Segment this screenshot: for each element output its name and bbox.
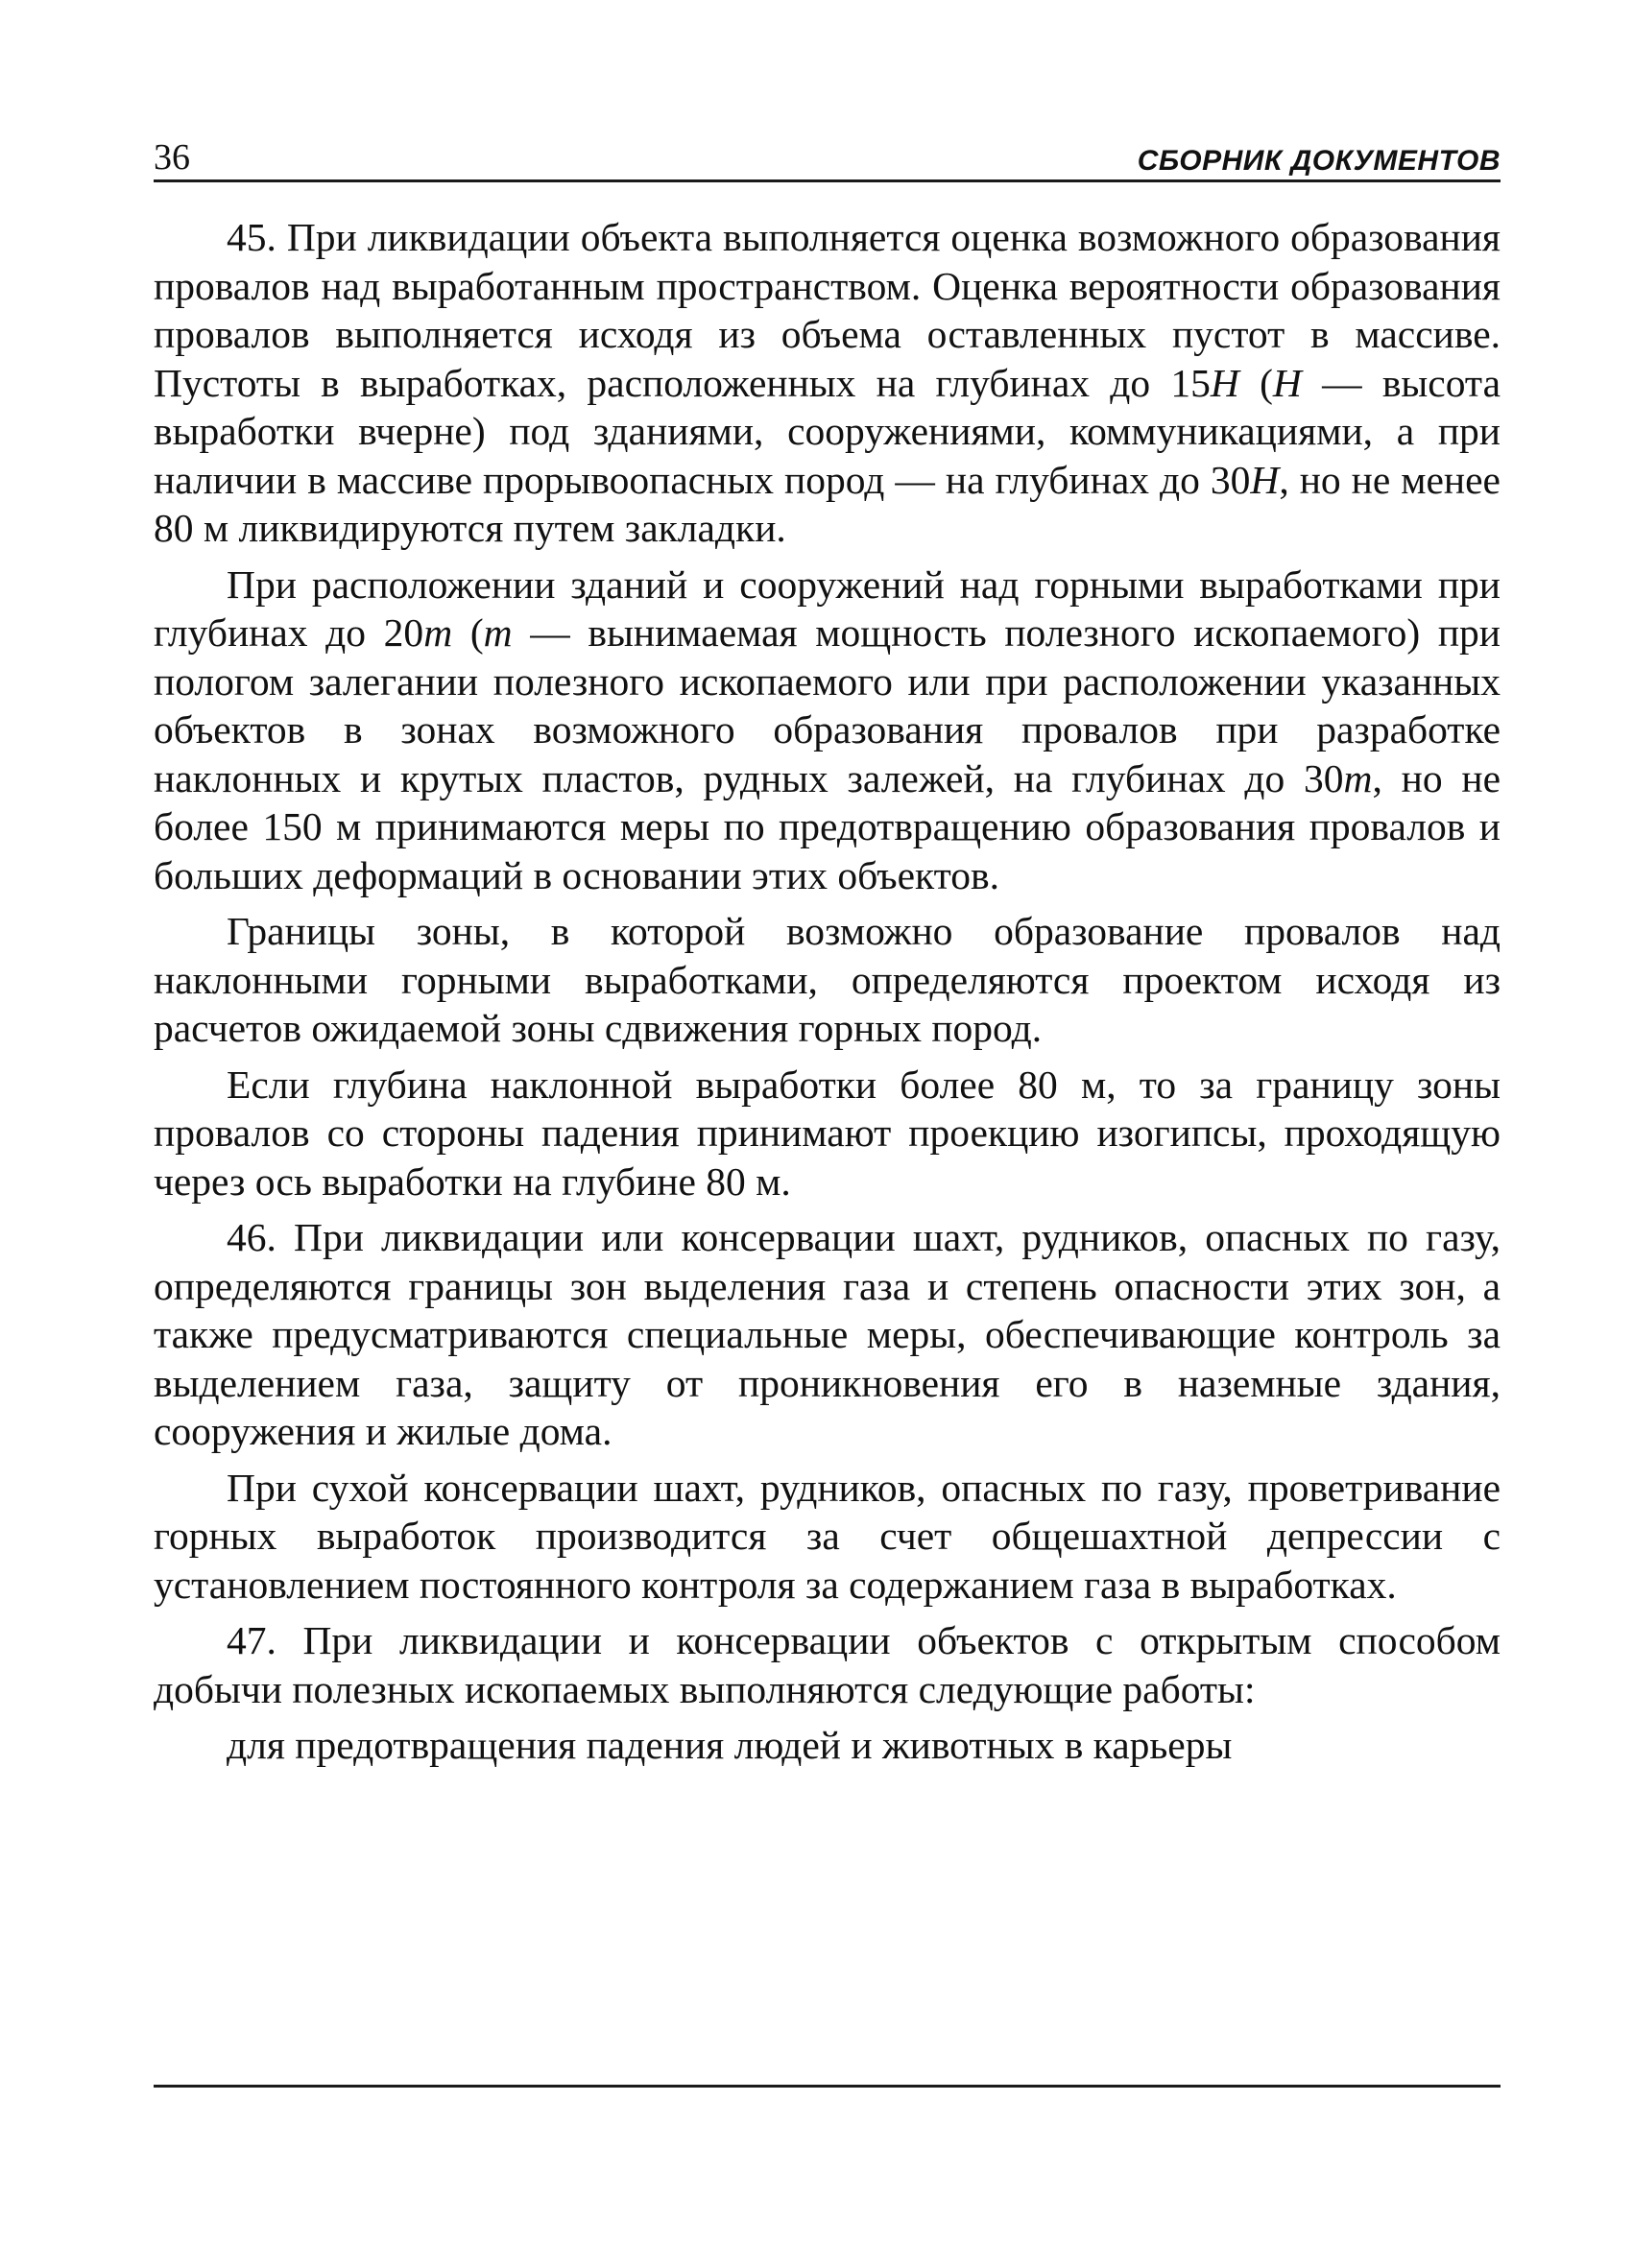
footer-rule	[154, 2085, 1501, 2088]
page-header	[154, 130, 1501, 182]
paragraph-prevention: для предотвращения падения людей и животных в карьеры	[227, 1723, 1233, 1767]
running-title: СБОРНИК ДОКУМЕНТОВ	[1137, 145, 1501, 177]
paragraph-47: 47. При ликвидации и консервации объектов с открытым способом добычи полезных ископаемых выполняются следующие работы:	[154, 1618, 1501, 1711]
paragraph-buildings: При расположении зданий и сооружений над горными выработками при глубинах до 20m (m — вынимаемая мощность полезного ископаемого) при пологом залегании полезного ископаемого или при расположении указанных объектов в зонах возможного образования провалов при разработке наклонных и крутых пластов, рудных залежей, на глубинах до 30m, но не более 150 м принимаются меры по предотвращению образования провалов и больших деформаций в основании этих объектов.	[154, 561, 1501, 897]
paragraph-incline-depth: Если глубина наклонной выработки более 80 м, то за границу зоны провалов со стороны падения принимают проекцию изогипсы, проходящую через ось выработки на глубине 80 м.	[154, 1062, 1501, 1204]
paragraph-zone-bounds: Границы зоны, в которой возможно образование провалов над наклонными горными выработками, определяются проектом исходя из расчетов ожидаемой зоны сдвижения горных пород.	[154, 909, 1501, 1050]
paragraph-45: 45. При ликвидации объекта выполняется оценка возможного образования провалов над выработанным пространством. Оценка вероятности образования провалов выполняется исходя из объема оставленных пустот в массиве. Пустоты в выработках, расположенных на глубинах до 15H (H — высота выработки вчерне) под зданиями, сооружениями, коммуникациями, а при наличии в массиве прорывоопасных пород — на глубинах до 30H, но не менее 80 м ликвидируются путем закладки.	[154, 215, 1501, 550]
body-text	[154, 213, 1501, 1770]
paragraph-dry-conservation: При сухой консервации шахт, рудников, опасных по газу, проветривание горных выработок производится за счет общешахтной депрессии с установлением постоянного контроля за содержанием газа в выработках.	[154, 1465, 1501, 1607]
page-number: 36	[154, 137, 190, 178]
paragraph-46: 46. При ликвидации или консервации шахт, рудников, опасных по газу, определяются границы зон выделения газа и степень опасности этих зон, а также предусматриваются специальные меры, обеспечивающие контроль за выделением газа, защиту от проникновения его в наземные здания, сооружения и жилые дома.	[154, 1215, 1501, 1453]
